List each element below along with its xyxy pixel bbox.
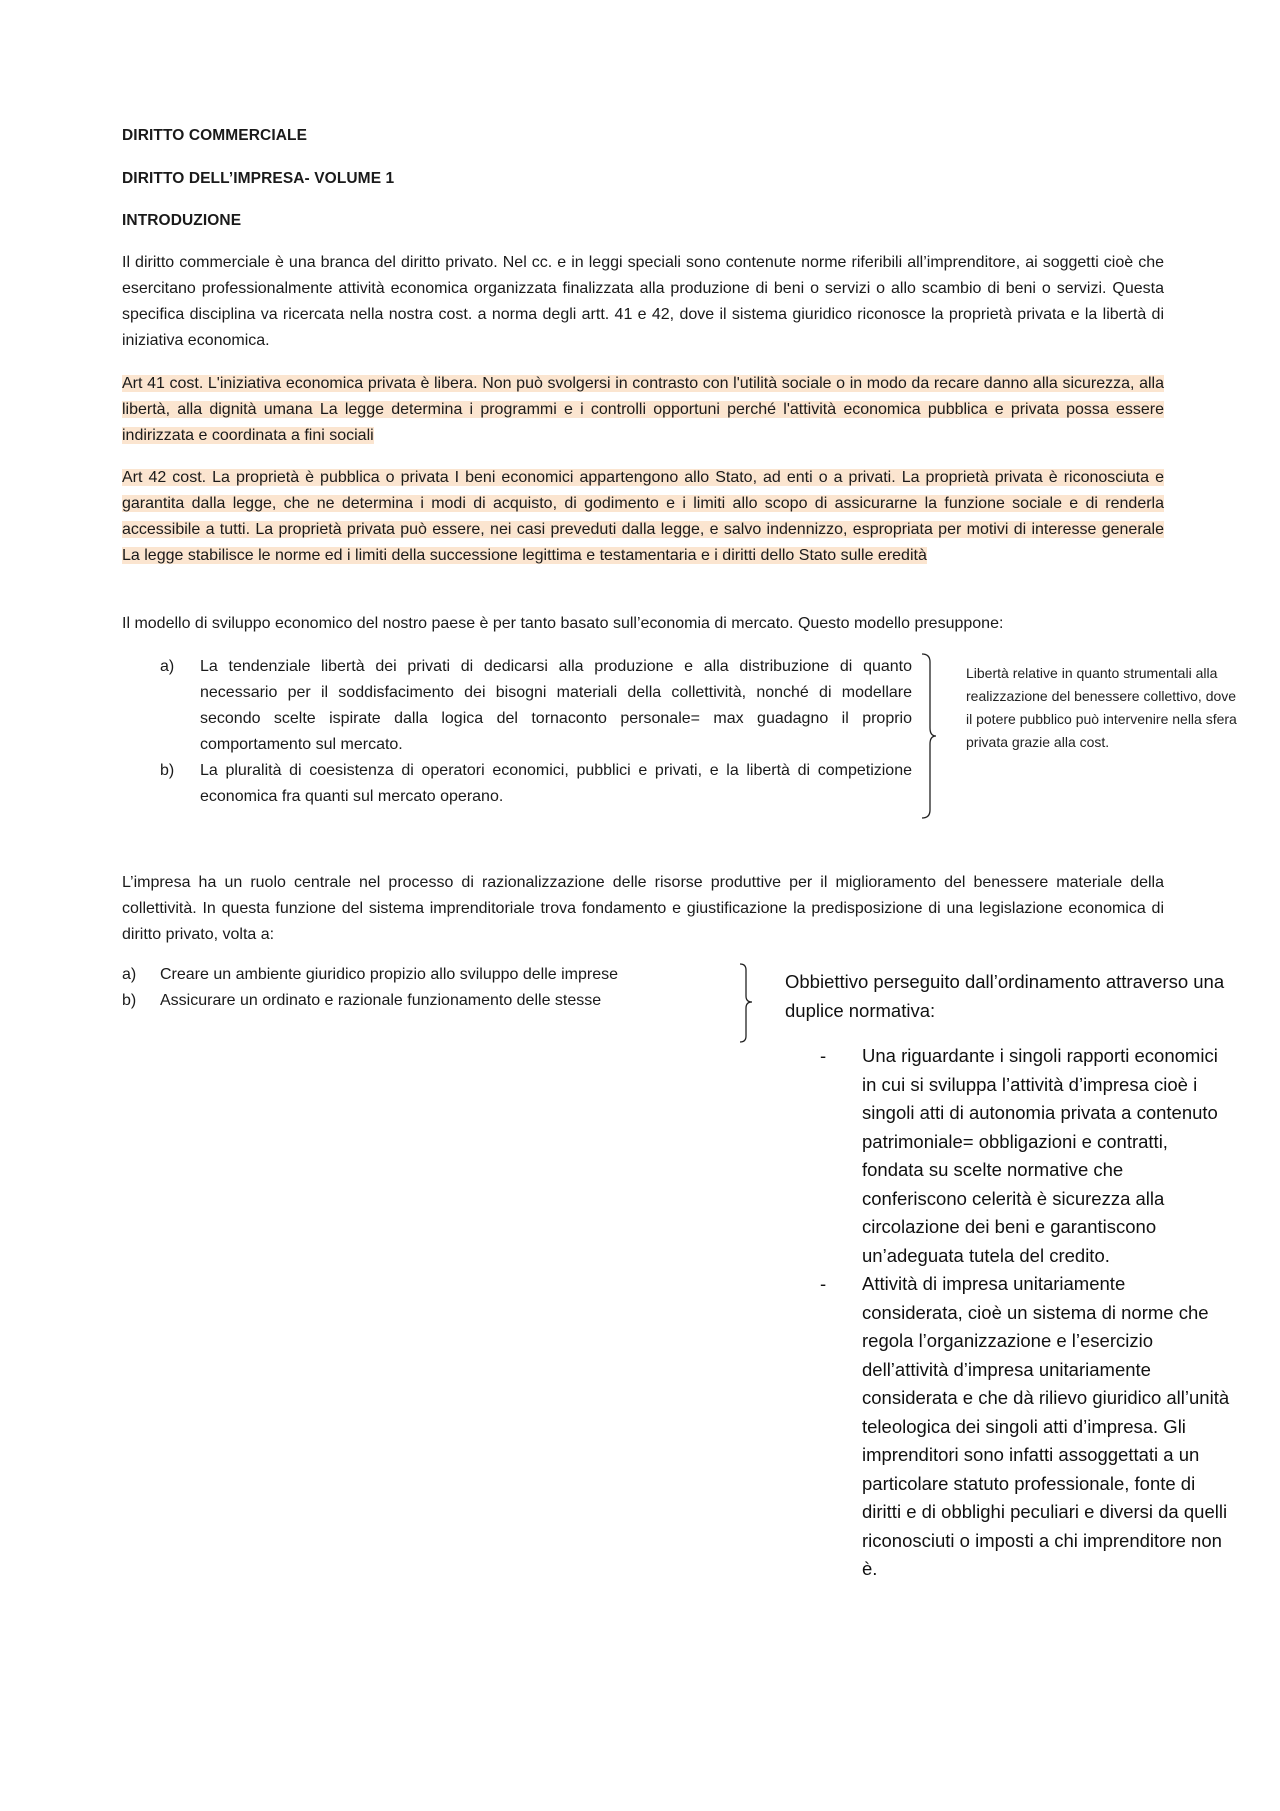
list-item: a) Creare un ambiente giuridico propizio allo sviluppo delle imprese	[122, 966, 619, 983]
art41-paragraph	[122, 371, 1164, 449]
art42-paragraph	[122, 465, 1164, 569]
document-subtitle: DIRITTO DELL’IMPRESA- VOLUME 1	[122, 170, 395, 187]
model-paragraph: Il modello di sviluppo economico del nostro paese è per tanto basato sull’economia di mercato. Questo modello presuppone:	[122, 615, 1004, 632]
list-item: a) La tendenziale libertà dei privati di dedicarsi alla produzione e alla distribuzione di quanto necessario per il soddisfacimento dei bisogni materiali della collettività, nonché di modellare secondo scelte ispirate dalla logica del tornaconto personale= max guadagno il proprio comportamento sul mercato.	[160, 658, 912, 753]
list-item: - Attività di impresa unitariamente considerata, cioè un sistema di norme che regola l’organizzazione e l’esercizio dell’attività d’impresa unitariamente considerata e che dà rilievo giuridico all’unità teleologica dei singoli atti d’impresa. Gli imprenditori sono infatti assoggettati a un particolare statuto professionale, fonte di diritti e di obblighi peculiari e diversi da quelli riconosciuti o imposti a chi imprenditore non è.	[820, 1273, 1230, 1579]
model-list	[160, 654, 912, 810]
intro-paragraph: Il diritto commerciale è una branca del diritto privato. Nel cc. e in leggi speciali sono contenute norme riferibili all’imprenditore, ai soggetti cioè che esercitano professionalmente attività economica organizzata finalizzata alla produzione di beni o servizi o allo scambio di beni o servizi. Questa specifica disciplina va ricercata nella nostra cost. a norma degli artt. 41 e 42, dove il sistema giuridico riconosce la proprietà privata e la libertà di iniziativa economica.	[122, 254, 1164, 349]
objective-list	[820, 1042, 1230, 1584]
art42-highlight: Art 42 cost. La proprietà è pubblica o privata I beni economici appartengono allo Stato, ad enti o a privati. La proprietà privata è riconosciuta e garantita dalla legge, che ne determina i modi di acquisto, di godimento e i limiti allo scopo di assicurarne la funzione sociale e di renderla accessibile a tutti. La proprietà privata può essere, nei casi preveduti dalla legge, e salvo indennizzo, espropriata per motivi di interesse generale La legge stabilisce le norme ed i limiti della successione legittima e testamentaria e i diritti dello Stato sulle eredità	[122, 469, 1164, 564]
model-brace	[920, 652, 940, 822]
art41-highlight: Art 41 cost. L'iniziativa economica privata è libera. Non può svolgersi in contrasto con l'utilità sociale o in modo da recare danno alla sicurezza, alla libertà, alla dignità umana La legge determina i programmi e i controlli opportuni perché l'attività economica pubblica e privata possa essere indirizzata e coordinata a fini sociali	[122, 375, 1164, 444]
document-title: DIRITTO COMMERCIALE	[122, 127, 308, 144]
objective-heading: Obbiettivo perseguito dall’ordinamento attraverso una duplice normativa:	[785, 971, 1225, 1021]
impresa-paragraph: L’impresa ha un ruolo centrale nel processo di razionalizzazione delle risorse produttive per il miglioramento del benessere materiale della collettività. In questa funzione del sistema imprenditoriale trova fondamento e giustificazione la predisposizione di una legislazione economica di diritto privato, volta a:	[122, 874, 1164, 943]
impresa-list	[122, 962, 712, 1014]
model-side-note: Libertà relative in quanto strumentali alla realizzazione del benessere collettivo, dove il potere pubblico può intervenire nella sfera privata grazie alla cost.	[966, 665, 1237, 750]
impresa-brace	[738, 962, 758, 1046]
list-item: b) Assicurare un ordinato e razionale funzionamento delle stesse	[122, 992, 602, 1009]
section-heading: INTRODUZIONE	[122, 212, 242, 229]
list-item: - Una riguardante i singoli rapporti economici in cui si sviluppa l’attività d’impresa cioè i singoli atti di autonomia privata a contenuto patrimoniale= obbligazioni e contratti, fondata su scelte normative che conferiscono celerità è sicurezza alla circolazione dei beni e garantiscono un’adeguata tutela del credito.	[820, 1045, 1218, 1266]
list-item: b) La pluralità di coesistenza di operatori economici, pubblici e privati, e la libertà di competizione economica fra quanti sul mercato operano.	[160, 762, 912, 805]
